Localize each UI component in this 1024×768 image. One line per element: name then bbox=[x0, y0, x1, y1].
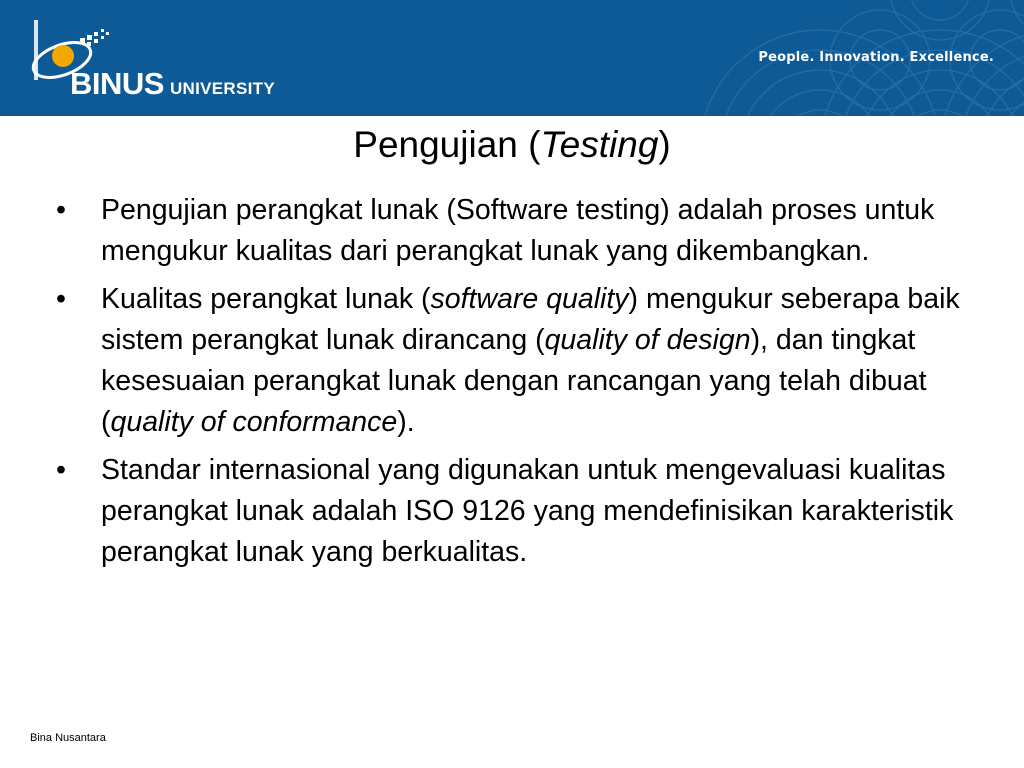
bullet-term: software quality bbox=[430, 283, 629, 315]
tagline: People. Innovation. Excellence. bbox=[758, 50, 994, 65]
slide-title bbox=[0, 120, 1024, 170]
binus-logo[interactable] bbox=[22, 18, 302, 104]
bullet-marker: • bbox=[56, 454, 66, 486]
slide-title-italic: Testing bbox=[540, 124, 659, 165]
bullet-text: ). bbox=[397, 406, 415, 438]
bullet-marker: • bbox=[56, 194, 66, 226]
footer-text: Bina Nusantara bbox=[30, 732, 106, 744]
slide-title-prefix: Pengujian ( bbox=[353, 124, 541, 165]
bullet-term: quality of design bbox=[544, 324, 751, 356]
bullet-term: quality of conformance bbox=[110, 406, 398, 438]
bullet-text: ) mengukur seberapa baik sistem perangkat lunak dirancang ( bbox=[101, 283, 960, 356]
bullet-text: ), dan tingkat kesesuaian perangkat lunak dengan rancangan yang telah dibuat ( bbox=[101, 324, 927, 438]
bullet-list bbox=[56, 190, 976, 580]
bullet-item bbox=[56, 190, 976, 272]
logo-brand-text: BINUS bbox=[70, 66, 164, 101]
bullet-item bbox=[56, 450, 976, 573]
logo-subtitle-text: UNIVERSITY bbox=[169, 79, 275, 98]
bullet-item bbox=[56, 279, 976, 443]
bullet-marker: • bbox=[56, 283, 66, 315]
logo-wordmark bbox=[70, 66, 275, 102]
bullet-text: Kualitas perangkat lunak ( bbox=[101, 283, 431, 315]
header-banner bbox=[0, 0, 1024, 116]
slide-title-suffix: ) bbox=[658, 124, 671, 165]
bullet-text: Pengujian perangkat lunak (Software testing) adalah proses untuk mengukur kualitas dari perangkat lunak yang dikembangkan. bbox=[101, 194, 935, 267]
bullet-text: Standar internasional yang digunakan untuk mengevaluasi kualitas perangkat lunak adalah ISO 9126 yang mendefinisikan karakteristik perangkat lunak yang berkualitas. bbox=[101, 454, 954, 568]
